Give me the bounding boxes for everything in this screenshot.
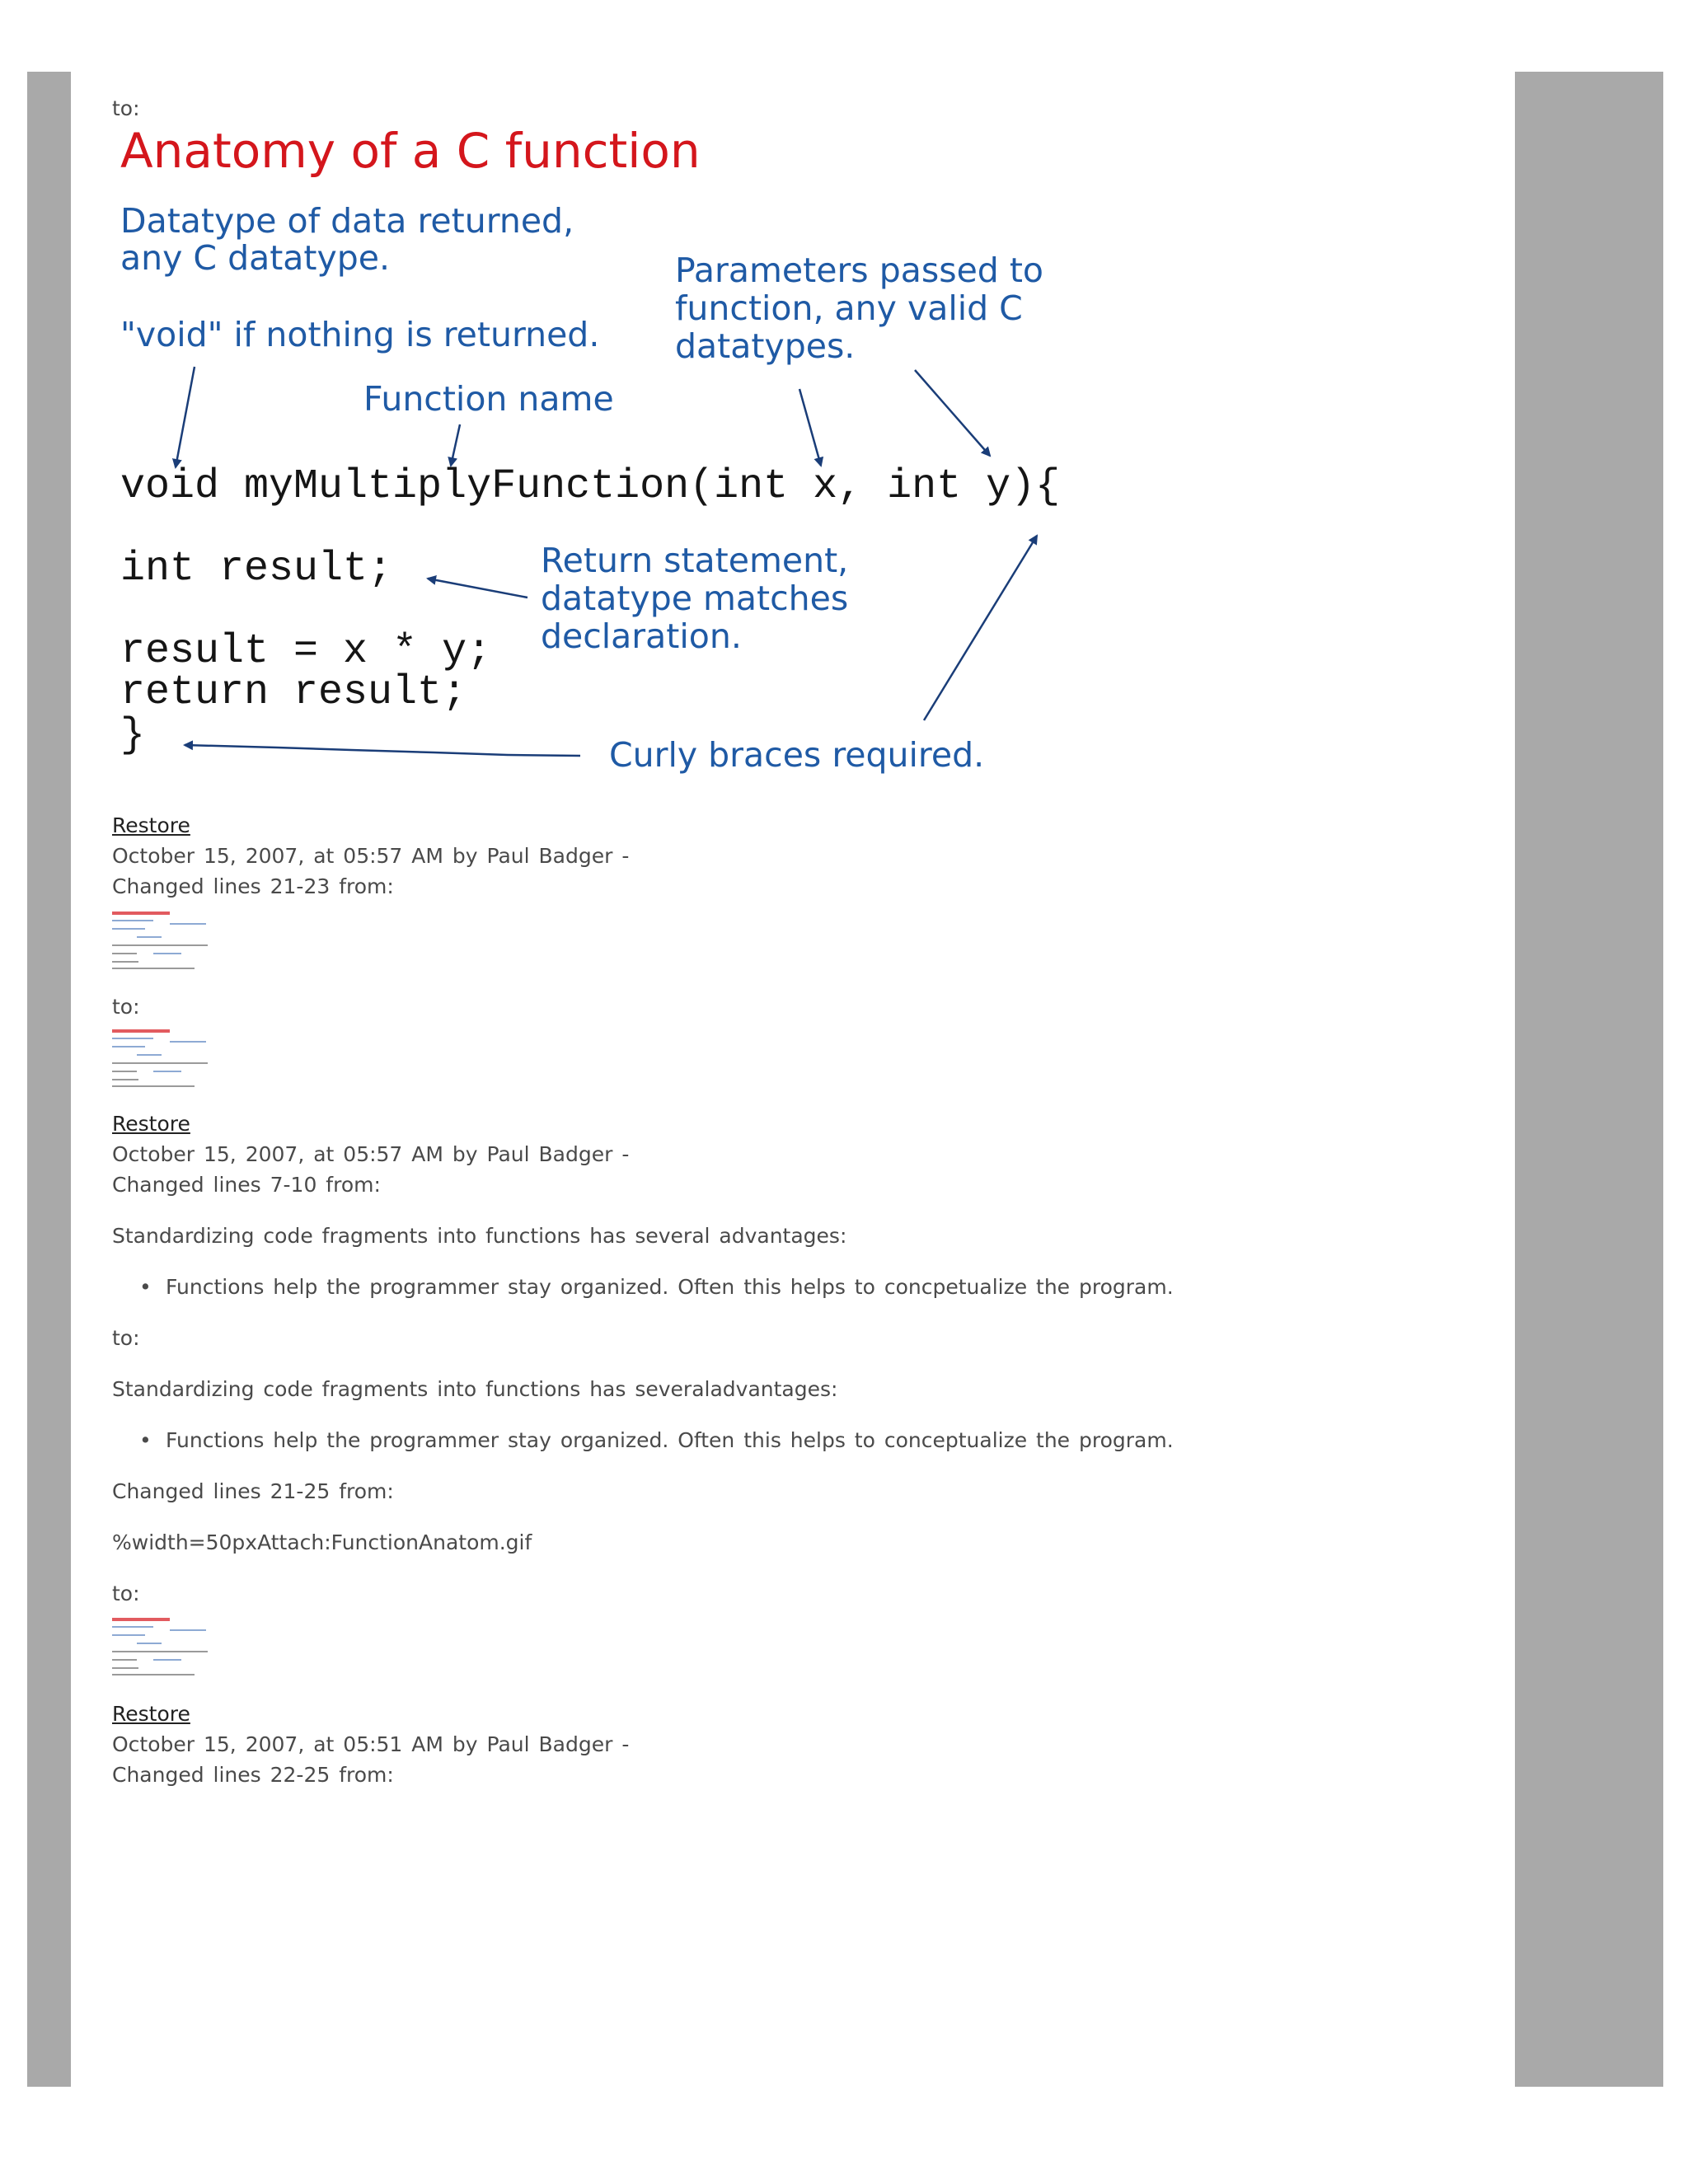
thumbnail-anatomy-2 (112, 1026, 209, 1094)
note-params-line2: function, any valid C (675, 288, 1023, 328)
arrow-to-open-brace (924, 536, 1037, 720)
note-return-type-line1: Datatype of data returned, (120, 201, 574, 241)
note-void: "void" if nothing is returned. (120, 315, 600, 354)
code-close-brace: } (120, 712, 146, 759)
arrow-to-result-decl (428, 579, 528, 598)
diagram-title: Anatomy of a C function (120, 123, 701, 179)
note-params-line1: Parameters passed to (675, 251, 1044, 290)
code-decl: int result; (120, 546, 393, 593)
note-return-type-line2: any C datatype. (120, 238, 391, 278)
note-return-stmt-line3: declaration. (541, 616, 742, 656)
thumbnail-anatomy-3 (112, 1615, 209, 1682)
restore-link-1[interactable]: Restore (112, 813, 190, 837)
diagram-arrows (120, 121, 1159, 805)
arrow-to-return-type (176, 367, 195, 467)
revision-changed-2: Changed lines 7-10 from: (112, 1173, 381, 1197)
arrow-to-param-y (915, 370, 990, 456)
to-label-1: to: (112, 995, 140, 1019)
note-braces: Curly braces required. (609, 735, 985, 775)
code-signature: void myMultiplyFunction(int x, int y){ (120, 463, 1061, 510)
to-paragraph: Standardizing code fragments into functions has severaladvantages: (112, 1377, 838, 1401)
revision-meta-1: October 15, 2007, at 05:57 AM by Paul Badger - (112, 844, 630, 868)
code-assign: result = x * y; (120, 628, 492, 675)
from-bullet: • Functions help the programmer stay organized. Often this helps to concpetualize the program. (166, 1275, 1174, 1300)
anatomy-diagram (120, 121, 1159, 805)
from-paragraph: Standardizing code fragments into functions has several advantages: (112, 1224, 847, 1248)
revision-meta-3: October 15, 2007, at 05:51 AM by Paul Badger - (112, 1732, 630, 1756)
thumbnail-anatomy-1 (112, 908, 209, 976)
to-label-2: to: (112, 1326, 140, 1350)
code-return: return result; (120, 669, 467, 716)
note-params-line3: datatypes. (675, 326, 856, 366)
page-content (71, 72, 1515, 2087)
to-bullet: • Functions help the programmer stay organized. Often this helps to conceptualize the program. (166, 1428, 1174, 1453)
arrow-to-close-brace (185, 745, 580, 756)
right-gutter (1515, 72, 1663, 2087)
from-attach-text: %width=50pxAttach:FunctionAnatom.gif (112, 1530, 532, 1554)
revision-changed-3: Changed lines 22-25 from: (112, 1763, 394, 1787)
revision-changed-1: Changed lines 21-23 from: (112, 874, 394, 898)
restore-link-3[interactable]: Restore (112, 1702, 190, 1726)
arrow-to-param-x (799, 389, 821, 466)
note-return-stmt-line1: Return statement, (541, 541, 849, 580)
restore-link-2[interactable]: Restore (112, 1112, 190, 1136)
left-gutter (27, 72, 71, 2087)
revision-meta-2: October 15, 2007, at 05:57 AM by Paul Badger - (112, 1142, 630, 1166)
note-return-stmt-line2: datatype matches (541, 579, 849, 618)
arrow-to-function-name (451, 424, 460, 466)
to-label: to: (112, 96, 140, 120)
to-label-3: to: (112, 1582, 140, 1605)
revision-changed-2b: Changed lines 21-25 from: (112, 1479, 394, 1503)
note-function-name: Function name (363, 379, 614, 419)
